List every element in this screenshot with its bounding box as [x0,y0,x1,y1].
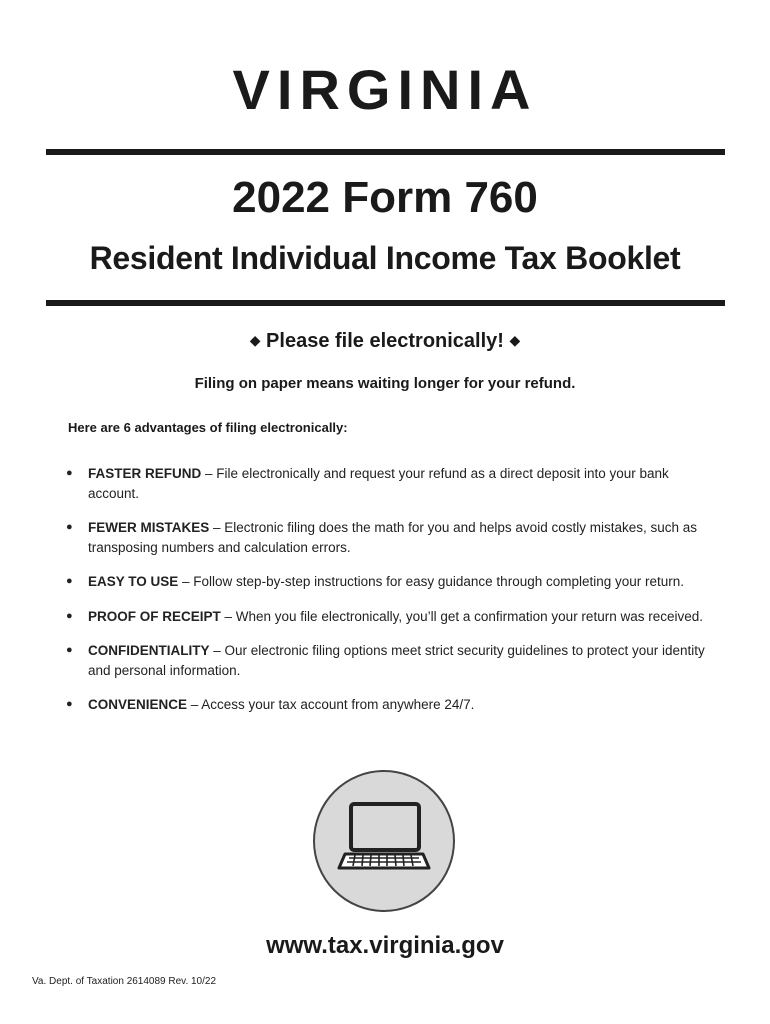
bottom-divider [46,300,725,306]
advantage-text: – Electronic filing does the math for you and helps avoid costly mistakes, such as transposing numbers and calculation errors. [88,520,697,555]
website-link[interactable]: www.tax.virginia.gov [266,932,504,959]
state-title: VIRGINIA [232,58,538,121]
laptop-icon [313,770,455,912]
bullet-icon: ● [66,467,73,479]
advantage-text: – Our electronic filing options meet strict security guidelines to protect your identity and personal information. [88,643,705,678]
form-footer: Va. Dept. of Taxation 2614089 Rev. 10/22 [32,976,217,987]
bullet-icon: ● [66,609,73,622]
list-item [66,695,716,715]
bullet-icon: ● [66,575,73,587]
diamond-icon: ◆ [249,332,261,348]
advantage-term: CONFIDENTIALITY [88,643,210,658]
advantage-text: – File electronically and request your refund as a direct deposit into your bank account. [88,466,669,501]
efile-banner [0,326,770,355]
advantage-term: PROOF OF RECEIPT [88,608,221,624]
waiting-notice: Filing on paper means waiting longer for your refund. [194,375,576,392]
form-title: 2022 Form 760 [232,173,538,222]
efile-message: Please file electronically! [266,330,504,352]
diamond-icon: ◆ [509,332,521,348]
list-item [66,572,716,592]
advantage-term: EASY TO USE [88,574,179,589]
advantages-list [66,464,716,730]
advantage-term: FASTER REFUND [88,466,202,481]
advantages-intro: Here are 6 advantages of filing electronically: [68,420,348,435]
bullet-icon: ● [66,698,73,710]
advantage-text: – Follow step-by-step instructions for easy guidance through completing your return. [178,574,685,589]
list-item [66,464,716,503]
bullet-icon: ● [66,521,73,533]
advantage-term: CONVENIENCE [88,697,188,712]
advantage-term: FEWER MISTAKES [88,520,210,535]
advantage-text: – Access your tax account from anywhere 24/7. [187,697,475,712]
advantage-text: – When you file electronically, you’ll get a confirmation your return was received. [220,608,703,624]
bullet-icon: ● [66,644,73,656]
booklet-title: Resident Individual Income Tax Booklet [89,240,681,276]
top-divider [46,149,725,155]
list-item [66,518,716,557]
list-item [66,641,716,680]
list-item [66,607,716,627]
